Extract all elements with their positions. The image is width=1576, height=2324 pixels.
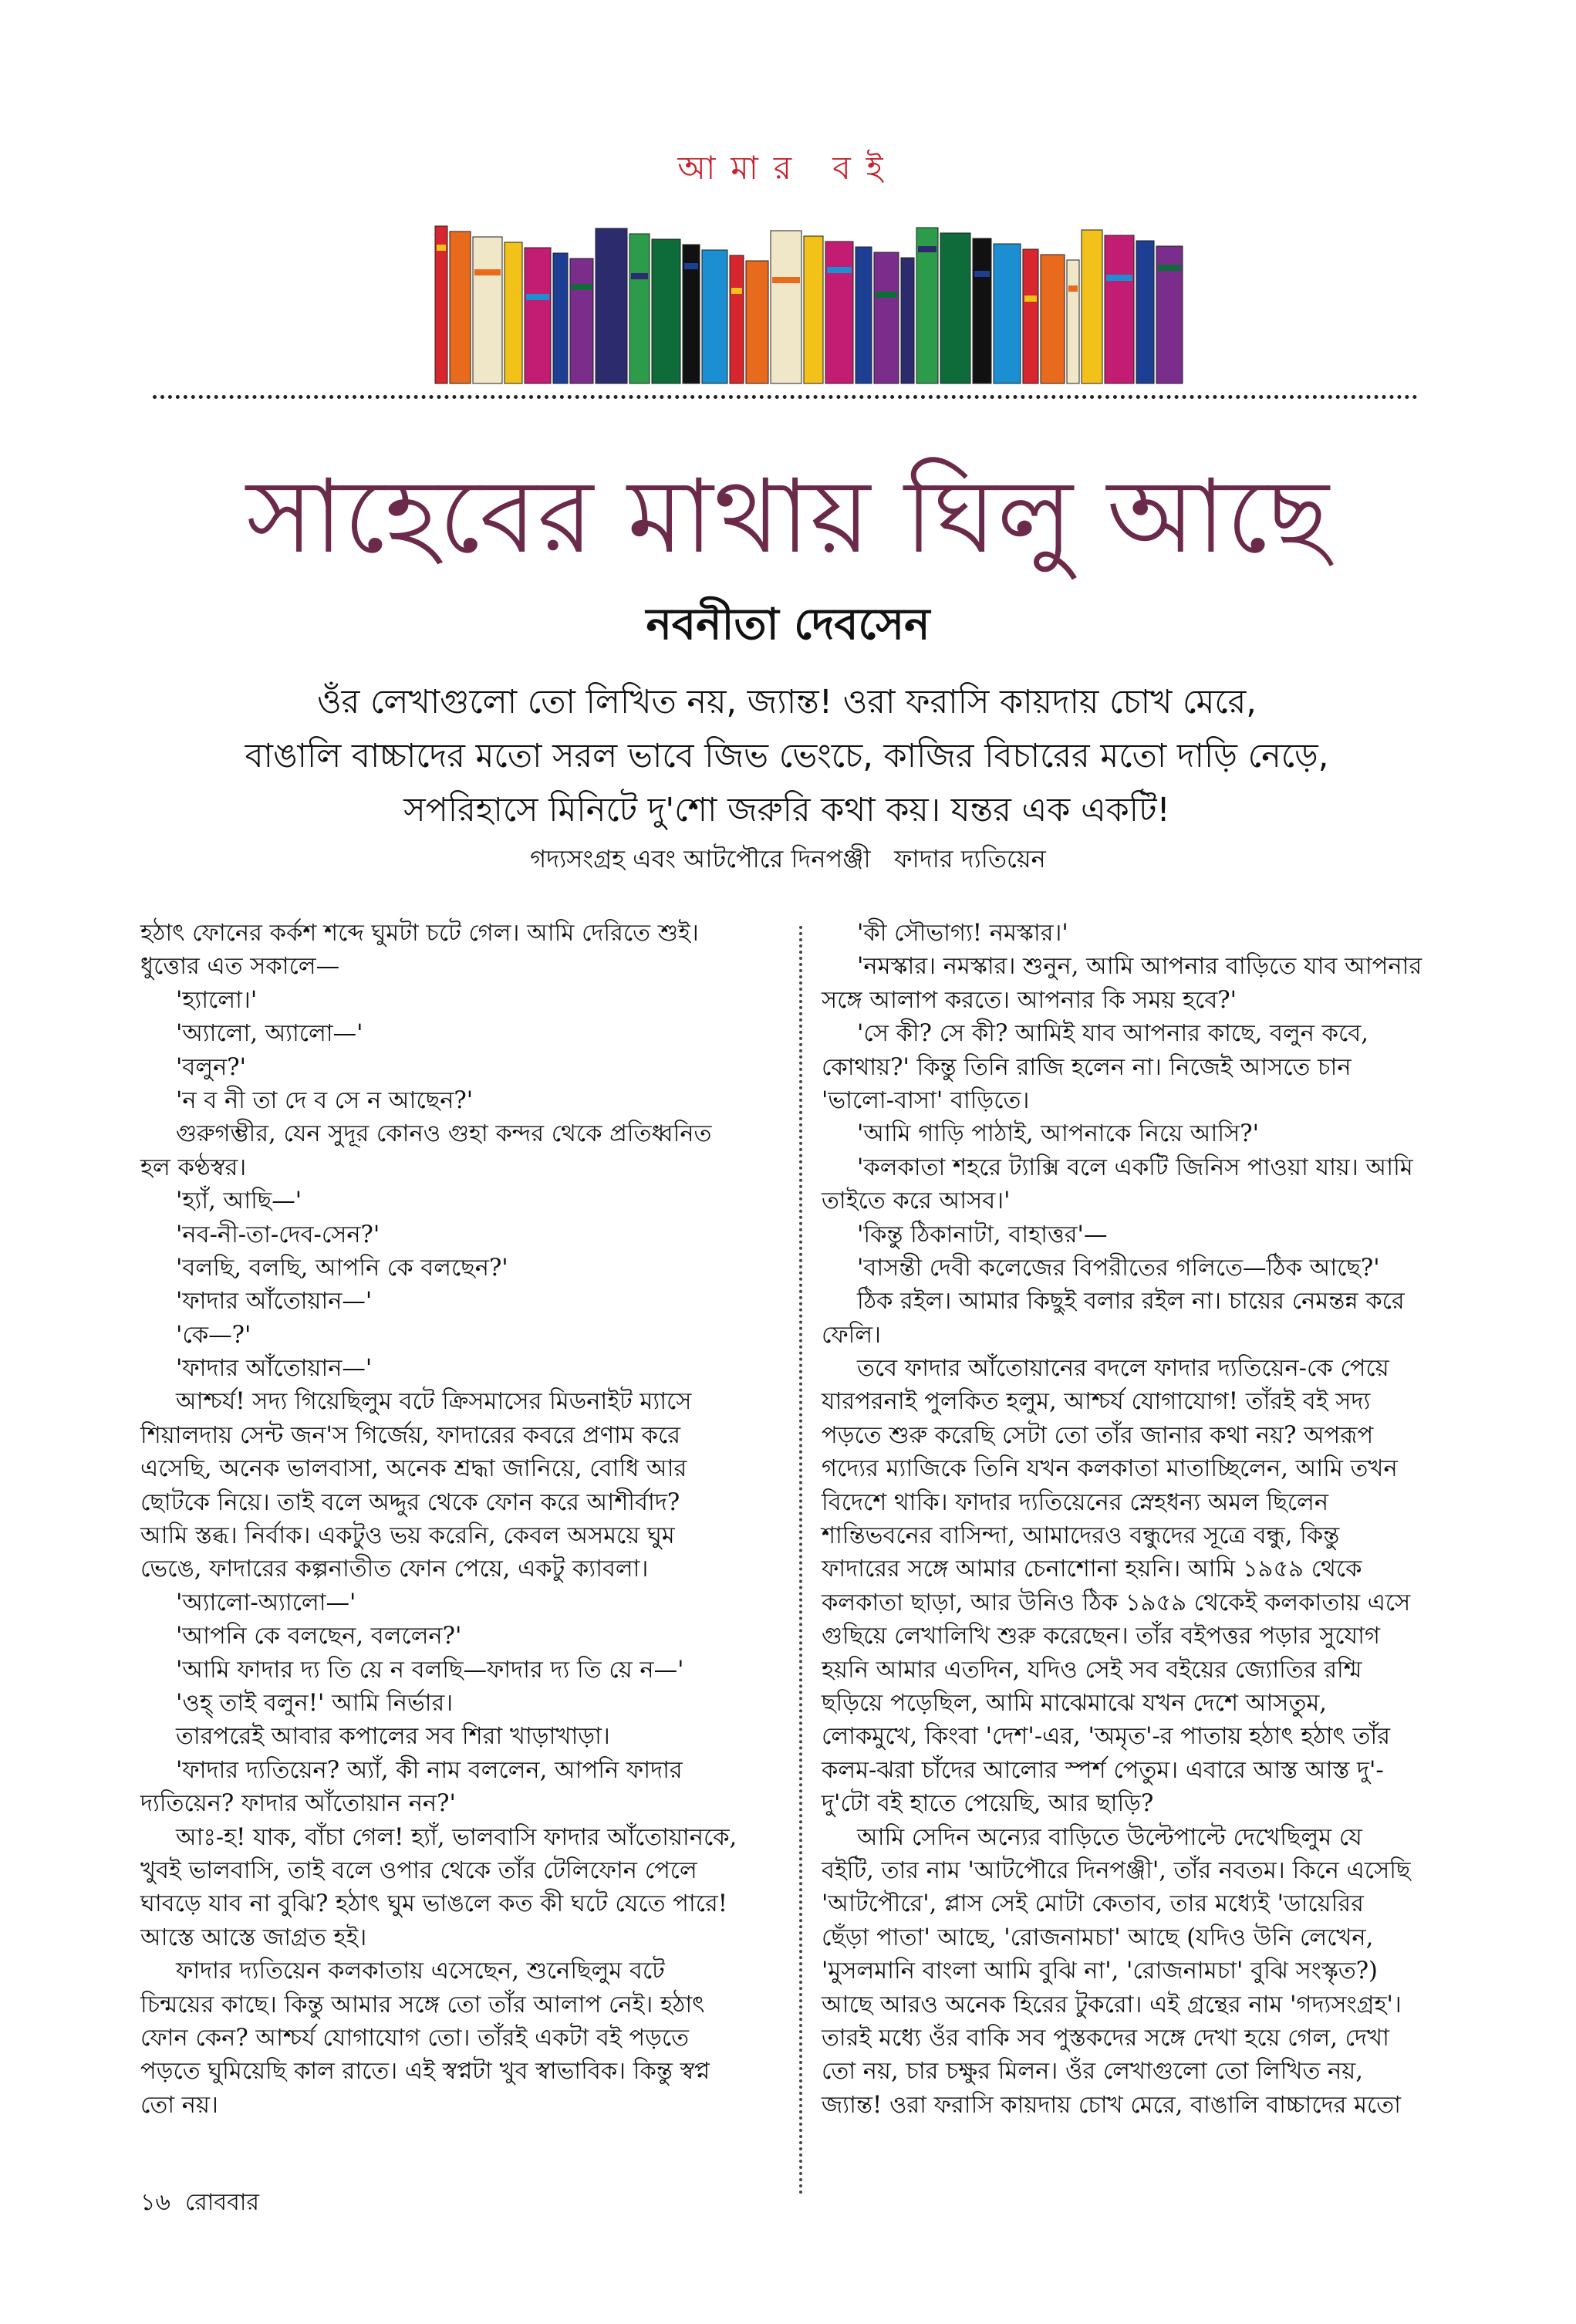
dotted-divider [153, 395, 1418, 399]
body-text-line: দ্যতিয়েন? ফাদার আঁতোয়ান নন?' [140, 1790, 456, 1818]
body-text-line: পড়তে ঘুমিয়েছি কাল রাতে। এই স্বপ্নটা খুব স্বাভাবিক। কিন্তু স্বপ্ন [140, 2058, 710, 2086]
pull-quote-line: ওঁর লেখাগুলো তো লিখিত নয়, জ্যান্ত! ওরা ফরাসি কায়দায় চোখ মেরে, [317, 683, 1257, 721]
page-folio: ১৬ রোববার [140, 2189, 260, 2216]
book-spine [473, 237, 502, 383]
book-spine [652, 239, 680, 383]
book-spine [629, 234, 650, 383]
body-text-line: সঙ্গে আলাপ করতে। আপনার কি সময় হবে?' [822, 986, 1237, 1014]
body-text-line: শিয়ালদায় সেন্ট জন'স গির্জেয়, ফাদারের কবরে প্রণাম করে [140, 1421, 680, 1449]
body-text-line: তারপরেই আবার কপালের সব শিরা খাড়াখাড়া। [176, 1723, 610, 1751]
book-spine [1067, 260, 1079, 383]
body-text-line: তারই মধ্যে ওঁর বাকি সব পুস্তকদের সঙ্গে দেখা হয়ে গেল, দেখা [822, 2024, 1389, 2052]
pull-quote-line: সপরিহাসে মিনিটে দু'শো জরুরি কথা কয়। যন্তর এক একটি! [403, 791, 1170, 829]
body-text-line: আস্তে আস্তে জাগ্রত হই। [140, 1924, 367, 1951]
body-text-line: কলম-ঝরা চাঁদের আলোর স্পর্শ পেতুম। এবারে আস্ত আস্ত দু'- [822, 1756, 1384, 1784]
body-text-line: 'ওহ্ তাই বলুন!' আমি নির্ভার। [176, 1689, 454, 1717]
body-text-line: পড়তে শুরু করেছি সেটা তো তাঁর জানার কথা নয়? অপরূপ [822, 1421, 1374, 1449]
body-text-line: ধুত্তোর এত সকালে— [140, 953, 340, 981]
body-text-line: 'ন ব নী তা দে ব সে ন আছেন?' [176, 1086, 474, 1114]
body-text-line: বিদেশে থাকি। ফাদার দ্যতিয়েনের স্নেহধন্য অমল ছিলেন [822, 1488, 1329, 1516]
book-spine [771, 231, 801, 383]
body-text-line: ফোন কেন? আশ্চর্য যোগাযোগ তো। তাঁরই একটা বই পড়তে [140, 2024, 690, 2052]
body-text-line: কোথায়?' কিন্তু তিনি রাজি হলেন না। নিজেই আসতে চান [822, 1053, 1352, 1081]
body-text-line: 'কিন্তু ঠিকানাটা, বাহাত্তর'— [857, 1221, 1108, 1248]
body-text-line: 'ফাদার আঁতোয়ান—' [176, 1355, 373, 1383]
book-spine-band [731, 288, 742, 294]
body-text-line: আমি স্তব্ধ। নির্বাক। একটুও ভয় করেনি, কেবল অসময়ে ঘুম [140, 1522, 675, 1550]
pull-quote [154, 675, 1419, 837]
body-text-line: 'বলুন?' [176, 1053, 247, 1081]
body-text-line: তো নয়। [140, 2091, 218, 2119]
body-text-line: 'আটপৌরে', প্লাস সেই মোটা কেতাব, তার মধ্যেই 'ডায়েরির [822, 1890, 1364, 1918]
book-spine [1023, 249, 1038, 383]
body-text-line: লোকমুখে, কিংবা 'দেশ'-এর, 'অমৃত'-র পাতায় হঠাৎ হঠাৎ তাঁর [822, 1723, 1391, 1751]
body-text-line: গুছিয়ে লেখালিখি শুরু করেছেন। তাঁর বইপত্তর পড়ার সুযোগ [822, 1623, 1380, 1650]
book-spine-band [918, 246, 936, 252]
body-text-line: 'আমি গাড়ি পাঠাই, আপনাকে নিয়ে আসি?' [857, 1120, 1259, 1148]
book-spine-band [631, 273, 648, 279]
body-text-line: ছেঁড়া পাতা' আছে, 'রোজনামচা' আছে (যদিও উনি লেখেন, [822, 1924, 1374, 1951]
book-spine [940, 233, 970, 383]
body-text-line: যারপরনাই পুলকিত হলুম, আশ্চর্য যোগাযোগ! তাঁরই বই সদ্য [822, 1388, 1371, 1416]
body-text-line: গদ্যের ম্যাজিকে তিনি যখন কলকাতা মাতাচ্ছিলেন, আমি তখন [822, 1455, 1398, 1483]
book-spine [702, 250, 727, 383]
bookshelf-illustration [432, 220, 1188, 386]
body-text-line: ফাদার দ্যতিয়েন কলকাতায় এসেছেন, শুনেছিলুম বটে [176, 1957, 665, 1985]
body-text-line: তাইতে করে আসব।' [822, 1187, 1011, 1215]
column-divider [799, 926, 802, 2195]
body-text-line: গুরুগম্ভীর, যেন সুদূর কোনও গুহা কন্দর থেকে প্রতিধ্বনিত [176, 1120, 712, 1148]
body-text-line: বইটি, তার নাম 'আটপৌরে দিনপঞ্জী', তাঁর নবতম। কিনে এসেছি [822, 1856, 1411, 1884]
book-spine [553, 253, 568, 383]
body-text-line: ফাদারের সঙ্গে আমার চেনাশোনা হয়নি। আমি ১৯৫৯ থেকে [822, 1556, 1362, 1583]
book-spine [901, 258, 914, 383]
body-text-line: 'অ্যালো-অ্যালো—' [176, 1589, 356, 1616]
body-text-line: আমি সেদিন অন্যের বাড়িতে উল্টেপাল্টে দেখেছিলুম যে [857, 1823, 1362, 1851]
body-text-line: শান্তিভবনের বাসিন্দা, আমাদেরও বন্ধুদের সূত্রে বন্ধু, কিন্তু [822, 1522, 1340, 1550]
body-text-line: 'ভালো-বাসা' বাড়িতে। [822, 1086, 1030, 1114]
book-spine [994, 244, 1021, 383]
book-spine-band [772, 277, 800, 283]
body-text-line: জ্যান্ত! ওরা ফরাসি কায়দায় চোখ মেরে, বাঙালি বাচ্চাদের মতো [822, 2091, 1401, 2119]
book-spine-band [1106, 275, 1132, 281]
body-text-line: তো নয়, চার চক্ষুর মিলন। ওঁর লেখাগুলো তো লিখিত নয়, [822, 2058, 1363, 2086]
body-column-left [140, 917, 835, 2122]
body-text-line: 'কে—?' [176, 1321, 251, 1349]
body-text-line: খুবই ভালবাসি, তাই বলে ওপার থেকে তাঁর টেলিফোন পেলে [140, 1856, 697, 1884]
body-text-line: 'বাসন্তী দেবী কলেজের বিপরীতের গলিতে—ঠিক আছে?' [857, 1254, 1380, 1282]
body-text-line: 'সে কী? সে কী? আমিই যাব আপনার কাছে, বলুন কবে, [857, 1020, 1368, 1048]
book-spine [874, 252, 899, 383]
body-text-line: হল কণ্ঠস্বর। [140, 1154, 247, 1181]
book-spine-band [437, 245, 446, 251]
body-text-line: 'অ্যালো, অ্যালো—' [176, 1020, 363, 1048]
book-spines [435, 226, 1183, 383]
body-text-line: ঠিক রইল। আমার কিছুই বলার রইল না। চায়ের নেমন্তন্ন করে [857, 1288, 1405, 1316]
book-spine-band [474, 269, 501, 275]
book-spine [596, 228, 627, 383]
book-spine-band [1158, 265, 1181, 271]
book-spine [746, 261, 768, 383]
article-headline: সাহেবের মাথায় ঘিলু আছে [246, 458, 1330, 576]
book-spine-band [684, 263, 698, 269]
body-text-line: 'বলছি, বলছি, আপনি কে বলছেন?' [176, 1254, 508, 1282]
book-spine-band [526, 294, 549, 300]
book-spine [505, 242, 522, 383]
body-text-line: তবে ফাদার আঁতোয়ানের বদলে ফাদার দ্যতিয়েন-কে পেয়ে [857, 1355, 1389, 1383]
body-text-line: ফেলি। [822, 1321, 882, 1349]
book-spine [1082, 230, 1102, 383]
book-spine [525, 248, 551, 383]
book-spine-band [974, 271, 990, 277]
book-spine [730, 255, 744, 383]
body-text-line: 'হ্যাঁ, আছি—' [176, 1187, 302, 1215]
body-text-line: চিন্ময়ের কাছে। কিন্তু আমার সঙ্গে তো তাঁর আলাপ নেই। হঠাৎ [140, 1991, 705, 2018]
pull-quote-line: বাঙালি বাচ্চাদের মতো সরল ভাবে জিভ ভেংচে, কাজির বিচারের মতো দাড়ি নেড়ে, [245, 737, 1329, 775]
body-text-line: এসেছি, অনেক ভালবাসা, অনেক শ্রদ্ধা জানিয়ে, বোধি আর [140, 1455, 687, 1483]
body-text-line: 'আমি ফাদার দ্য তি য়ে ন বলছি—ফাদার দ্য তি য়ে ন—' [176, 1656, 684, 1684]
book-spine [1136, 241, 1154, 383]
book-spine-band [1068, 285, 1078, 292]
book-spine [570, 258, 593, 383]
body-text-line: 'ফাদার আঁতোয়ান—' [176, 1288, 373, 1316]
body-text-line: ভেঙে, ফাদারের কল্পনাতীত ফোন পেয়ে, একটু ক্যাবলা। [140, 1556, 649, 1583]
body-text-line: হঠাৎ ফোনের কর্কশ শব্দে ঘুমটা চটে গেল। আমি দেরিতে শুই। [140, 920, 699, 947]
book-spine-band [572, 284, 592, 290]
body-text-line: 'কলকাতা শহরে ট্যাক্সি বলে একটি জিনিস পাওয়া যায়। আমি [857, 1154, 1413, 1181]
body-text-line: দু'টো বই হাতে পেয়েছি, আর ছাড়ি? [822, 1790, 1154, 1818]
book-spine [450, 231, 471, 383]
body-text-line: ঘাবড়ে যাব না বুঝি? হঠাৎ ঘুম ভাঙলে কত কী ঘটে যেতে পারে! [140, 1890, 727, 1918]
body-text-line: 'ফাদার দ্যতিয়েন? অ্যাঁ, কী নাম বললেন, আপনি ফাদার [176, 1756, 683, 1784]
book-spine-band [1024, 296, 1037, 302]
body-text-line: কলকাতা ছাড়া, আর উনিও ঠিক ১৯৫৯ থেকেই কলকাতায় এসে [822, 1589, 1411, 1616]
body-text-line: 'হ্যালো।' [176, 986, 258, 1014]
body-text-line: আশ্চর্য! সদ্য গিয়েছিলুম বটে ক্রিসমাসের মিডনাইট ম্যাসে [176, 1388, 692, 1416]
book-spine-band [827, 267, 852, 273]
body-text-line: 'মুসলমানি বাংলা আমি বুঝি না', 'রোজনামচা' বুঝি সংস্কৃত?) [822, 1957, 1378, 1985]
book-spine-band [876, 292, 897, 298]
body-text-line: 'নব-নী-তা-দেব-সেন?' [176, 1221, 380, 1248]
book-spine [804, 236, 823, 383]
body-text-line: 'আপনি কে বলছেন, বললেন?' [176, 1623, 462, 1650]
book-spine [1041, 255, 1065, 383]
book-spine [825, 242, 853, 383]
reviewed-books-line: গদ্যসংগ্রহ এবং আটপৌরে দিনপঞ্জী ফাদার দ্যতিয়েন [530, 844, 1046, 873]
book-spine [973, 238, 991, 383]
body-column-right [822, 917, 1516, 2122]
body-text-line: 'কী সৌভাগ্য! নমস্কার।' [857, 920, 1068, 947]
body-text-line: আছে আরও অনেক হিরের টুকরো। এই গ্রন্থের নাম 'গদ্যসংগ্রহ'। [822, 1991, 1402, 2018]
section-label: আমার বই [677, 149, 899, 187]
body-text-line: আঃ-হ! যাক, বাঁচা গেল! হ্যাঁ, ভালবাসি ফাদার আঁতোয়ানকে, [176, 1823, 737, 1851]
body-text-line: 'নমস্কার। নমস্কার। শুনুন, আমি আপনার বাড়িতে যাব আপনার [857, 953, 1422, 981]
body-text-line: ছড়িয়ে পড়েছিল, আমি মাঝেমাঝে যখন দেশে আসতুম, [822, 1689, 1327, 1717]
body-text-line: হয়নি আমার এতদিন, যদিও সেই সব বইয়ের জ্যোতির রশ্মি [822, 1656, 1362, 1684]
author-byline: নবনীতা দেবসেন [646, 600, 930, 650]
body-text-line: ছোটকে নিয়ে। তাই বলে অদ্দুর থেকে ফোন করে আশীর্বাদ? [140, 1488, 680, 1516]
book-spine [1105, 235, 1134, 383]
book-spine [855, 247, 872, 383]
